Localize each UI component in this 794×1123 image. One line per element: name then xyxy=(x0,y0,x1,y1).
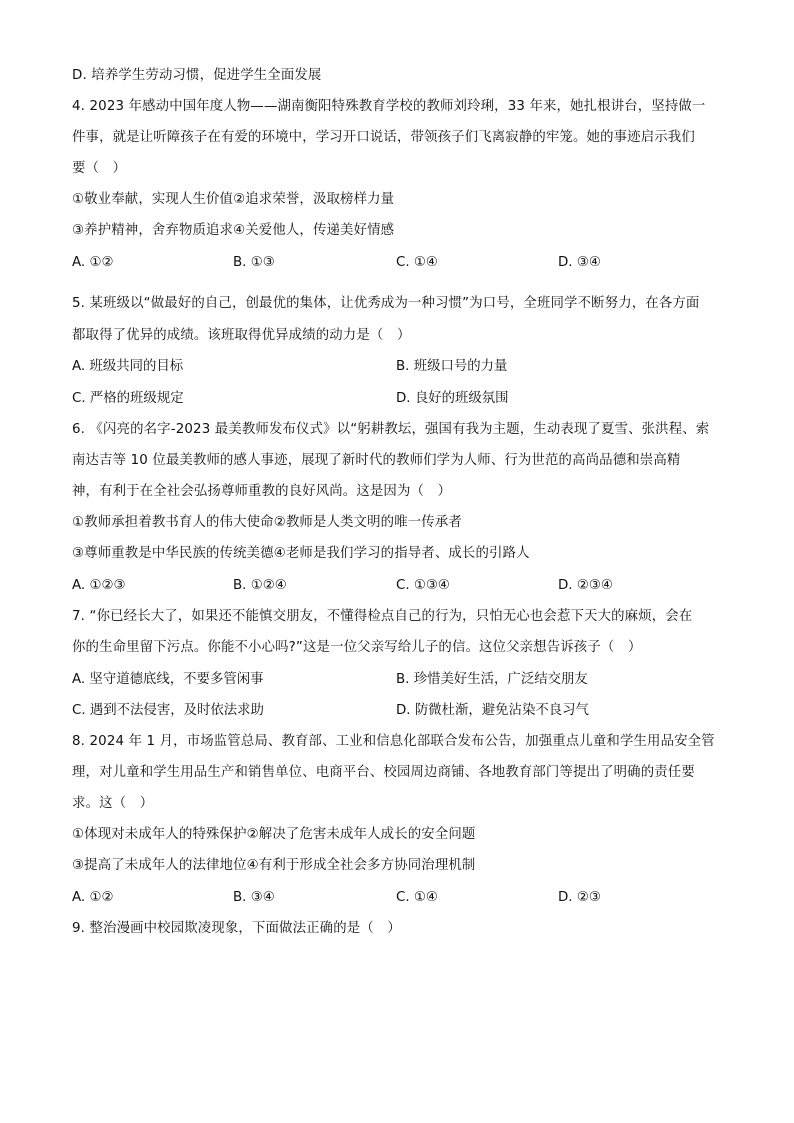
q7-option-b: B. 珍惜美好生活，广泛结交朋友 xyxy=(396,672,588,687)
q5-option-c: C. 严格的班级规定 xyxy=(72,391,184,406)
q4-option-a: A. ①② xyxy=(72,255,114,270)
prev-question-option-d: D. 培养学生劳动习惯，促进学生全面发展 xyxy=(72,68,322,83)
q9-stem-line-1: 9. 整治漫画中校园欺凌现象，下面做法正确的是（ ） xyxy=(72,921,401,936)
q6-option-c: C. ①③④ xyxy=(396,578,450,593)
q6-option-d: D. ②③④ xyxy=(558,578,613,593)
q4-stem-line-1: 4. 2023 年感动中国年度人物——湖南衡阳特殊教育学校的教师刘玲琍，33 年来，她扎根讲台，坚持做一 xyxy=(72,99,706,114)
q8-option-a: A. ①② xyxy=(72,890,114,905)
q8-option-b: B. ③④ xyxy=(233,890,275,905)
q7-stem-line-2: 你的生命里留下污点。你能不小心吗?”这是一位父亲写给儿子的信。这位父亲想告诉孩子（ ） xyxy=(72,640,642,655)
q7-option-c: C. 遇到不法侵害，及时依法求助 xyxy=(72,703,264,718)
q6-stem-line-3: 神，有利于在全社会弘扬尊师重教的良好风尚。这是因为（ ） xyxy=(72,484,452,499)
q4-stem-line-2: 件事，就是让听障孩子在有爱的环境中，学习开口说话，带领孩子们飞离寂静的牢笼。她的事迹启示我们 xyxy=(72,130,695,145)
q7-option-d: D. 防微杜渐，避免沾染不良习气 xyxy=(396,703,589,718)
q6-option-a: A. ①②③ xyxy=(72,578,126,593)
q6-stem-line-2: 南达吉等 10 位最美教师的感人事迹，展现了新时代的教师们学为人师、行为世范的高尚品德和崇高精 xyxy=(72,453,681,468)
q8-statements-1: ①体现对未成年人的特殊保护②解决了危害未成年人成长的安全问题 xyxy=(72,827,476,842)
q5-option-a: A. 班级共同的目标 xyxy=(72,359,184,374)
q6-statements-2: ③尊师重教是中华民族的传统美德④老师是我们学习的指导者、成长的引路人 xyxy=(72,546,530,561)
q4-statements-1: ①敬业奉献，实现人生价值②追求荣誉，汲取榜样力量 xyxy=(72,192,395,207)
q4-option-b: B. ①③ xyxy=(233,255,275,270)
q5-stem-line-1: 5. 某班级以“做最好的自己，创最优的集体，让优秀成为一种习惯”为口号，全班同学不断努力，在各方面 xyxy=(72,296,700,311)
q8-statements-2: ③提高了未成年人的法律地位④有利于形成全社会多方协同治理机制 xyxy=(72,858,476,873)
q8-stem-line-3: 求。这（ ） xyxy=(72,796,154,811)
q4-stem-line-3: 要（ ） xyxy=(72,161,127,176)
q4-statements-2: ③养护精神，舍弃物质追求④关爱他人，传递美好情感 xyxy=(72,223,395,238)
q5-option-b: B. 班级口号的力量 xyxy=(396,359,508,374)
q6-stem-line-1: 6. 《闪亮的名字-2023 最美教师发布仪式》以“躬耕教坛，强国有我为主题，生动表现了夏雪、张洪程、索 xyxy=(72,422,710,437)
q5-option-d: D. 良好的班级氛围 xyxy=(396,391,509,406)
q7-stem-line-1: 7. “你已经长大了，如果还不能慎交朋友，不懂得检点自己的行为，只怕无心也会惹下天大的麻烦，会在 xyxy=(72,609,693,624)
q5-stem-line-2: 都取得了优异的成绩。该班取得优异成绩的动力是（ ） xyxy=(72,328,411,343)
q8-option-c: C. ①④ xyxy=(396,890,438,905)
q6-statements-1: ①教师承担着教书育人的伟大使命②教师是人类文明的唯一传承者 xyxy=(72,515,462,530)
q7-option-a: A. 坚守道德底线，不要多管闲事 xyxy=(72,672,264,687)
q8-stem-line-1: 8. 2024 年 1 月，市场监管总局、教育部、工业和信息化部联合发布公告，加强重点儿童和学生用品安全管 xyxy=(72,734,715,749)
q6-option-b: B. ①②④ xyxy=(233,578,287,593)
q4-option-c: C. ①④ xyxy=(396,255,438,270)
q8-option-d: D. ②③ xyxy=(558,890,601,905)
q4-option-d: D. ③④ xyxy=(558,255,601,270)
q8-stem-line-2: 理，对儿童和学生用品生产和销售单位、电商平台、校园周边商铺、各地教育部门等提出了明确的责任要 xyxy=(72,765,695,780)
